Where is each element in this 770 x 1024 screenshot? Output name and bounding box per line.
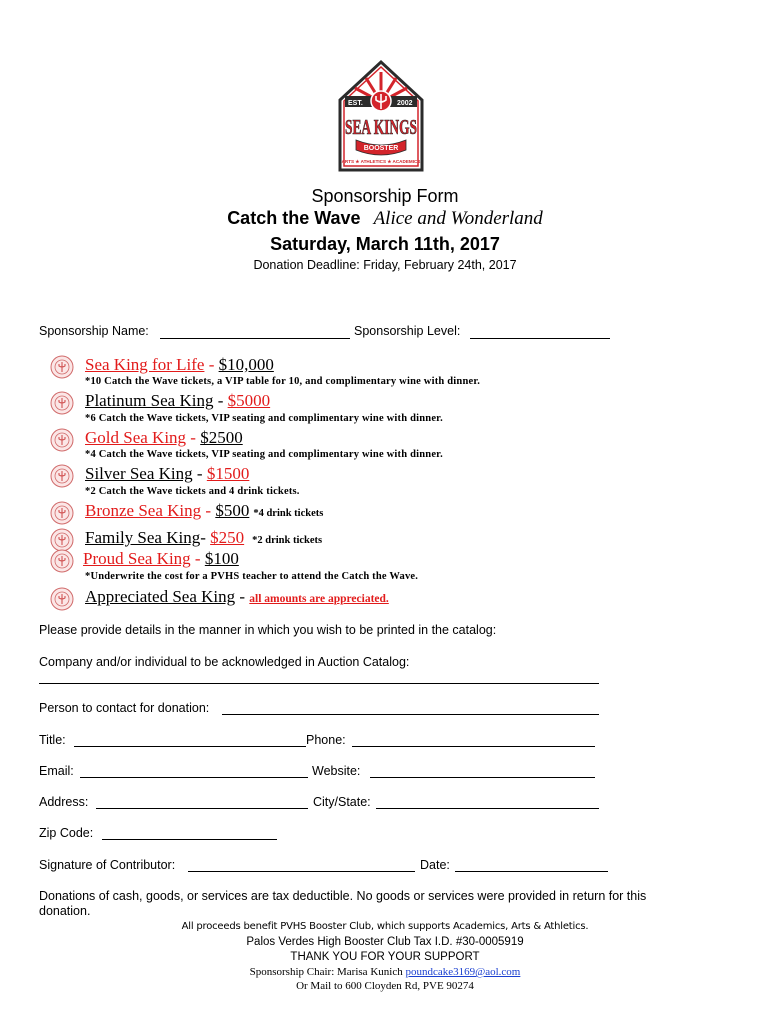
level-amount: $2500 bbox=[200, 428, 243, 447]
level-name: Silver Sea King bbox=[85, 464, 193, 483]
city-state-field[interactable] bbox=[376, 808, 599, 809]
level-name: Appreciated Sea King bbox=[85, 587, 236, 606]
catalog-intro: Please provide details in the manner in which you wish to be printed in the catalog: bbox=[39, 623, 497, 637]
level-note: *Underwrite the cost for a PVHS teacher to attend the Catch the Wave. bbox=[85, 571, 419, 582]
level-note: *2 drink tickets bbox=[252, 535, 323, 546]
address-field[interactable] bbox=[96, 808, 308, 809]
event-date: Saturday, March 11th, 2017 bbox=[270, 234, 500, 254]
website-field[interactable] bbox=[370, 777, 595, 778]
date-field[interactable] bbox=[455, 871, 608, 872]
logo-est-left: EST. bbox=[348, 100, 363, 107]
zip-field[interactable] bbox=[102, 839, 277, 840]
level-name: Platinum Sea King bbox=[85, 391, 214, 410]
contact-field[interactable] bbox=[222, 714, 599, 715]
level-sep: - bbox=[200, 528, 211, 547]
chair-email-link[interactable]: poundcake3169@aol.com bbox=[405, 966, 521, 978]
website-label: Website: bbox=[312, 764, 361, 778]
sponsorship-chair bbox=[0, 966, 770, 978]
seal-icon bbox=[50, 355, 74, 379]
level-sep: - bbox=[190, 549, 205, 568]
sponsorship-level-field[interactable] bbox=[470, 338, 610, 339]
level-note: *6 Catch the Wave tickets, VIP seating and complimentary wine with dinner. bbox=[85, 413, 443, 424]
level-name: Sea King for Life bbox=[85, 355, 205, 374]
city-state-label: City/State: bbox=[313, 795, 371, 809]
signature-field[interactable] bbox=[188, 871, 415, 872]
level-amount: $250 bbox=[210, 528, 245, 547]
level-sep: - bbox=[201, 501, 216, 520]
level-note: *10 Catch the Wave tickets, a VIP table for 10, and complimentary wine with dinner. bbox=[85, 376, 481, 387]
level-note: *2 Catch the Wave tickets and 4 drink tickets. bbox=[85, 486, 300, 497]
logo-tagline: ARTS ★ ATHLETICS ★ ACADEMICS bbox=[341, 159, 421, 164]
level-amount: $500 bbox=[215, 501, 250, 520]
tax-id: Palos Verdes High Booster Club Tax I.D. #30-0005919 bbox=[246, 936, 524, 948]
level-sep: - bbox=[235, 587, 250, 606]
chair-label: Sponsorship Chair: Marisa Kunich bbox=[249, 966, 403, 978]
level-sep: - bbox=[213, 391, 228, 410]
level-amount: $10,000 bbox=[218, 355, 274, 374]
date-label: Date: bbox=[420, 858, 450, 872]
level-sep: - bbox=[186, 428, 201, 447]
level-amount: $1500 bbox=[206, 464, 250, 483]
mail-address: Or Mail to 600 Cloyden Rd, PVE 90274 bbox=[296, 980, 474, 992]
proceeds-note: All proceeds benefit PVHS Booster Club, which supports Academics, Arts & Athletics. bbox=[181, 921, 589, 932]
title-label: Title: bbox=[39, 733, 66, 747]
email-field[interactable] bbox=[80, 777, 308, 778]
level-name: Bronze Sea King bbox=[85, 501, 202, 520]
level-note: *4 Catch the Wave tickets, VIP seating and complimentary wine with dinner. bbox=[85, 449, 443, 460]
phone-field[interactable] bbox=[352, 746, 595, 747]
event-name: Catch the Wave bbox=[227, 208, 361, 228]
level-note: *4 drink tickets bbox=[253, 508, 324, 519]
level-amount: $100 bbox=[204, 549, 239, 568]
level-name: Family Sea King bbox=[85, 528, 201, 547]
sponsorship-name-field[interactable] bbox=[160, 338, 350, 339]
level-sep: - bbox=[204, 355, 219, 374]
email-label: Email: bbox=[39, 764, 74, 778]
donation-deadline: Donation Deadline: Friday, February 24th, 2017 bbox=[253, 258, 517, 272]
level-name: Gold Sea King bbox=[85, 428, 187, 447]
seal-icon bbox=[50, 587, 74, 611]
seal-icon bbox=[50, 428, 74, 452]
event-line bbox=[0, 208, 770, 230]
form-title: Sponsorship Form bbox=[311, 186, 459, 206]
contact-label: Person to contact for donation: bbox=[39, 701, 210, 715]
seal-icon bbox=[50, 464, 74, 488]
level-name: Proud Sea King bbox=[83, 549, 191, 568]
signature-label: Signature of Contributor: bbox=[39, 858, 176, 872]
phone-label: Phone: bbox=[306, 733, 346, 747]
seal-icon bbox=[50, 391, 74, 415]
level-amount: $5000 bbox=[227, 391, 271, 410]
thank-you: THANK YOU FOR YOUR SUPPORT bbox=[290, 951, 480, 963]
logo-est-right: 2002 bbox=[397, 100, 413, 107]
tax-deductible-note: Donations of cash, goods, or services are tax deductible. No goods or services were provided in return for this donation. bbox=[39, 889, 647, 918]
logo-name: SEA KINGS bbox=[345, 115, 417, 139]
address-label: Address: bbox=[39, 795, 89, 809]
seal-icon bbox=[50, 549, 74, 573]
sea-kings-logo bbox=[336, 58, 426, 174]
event-theme: Alice and Wonderland bbox=[373, 208, 543, 229]
zip-label: Zip Code: bbox=[39, 826, 94, 840]
company-label: Company and/or individual to be acknowledged in Auction Catalog: bbox=[39, 655, 410, 669]
level-amount: all amounts are appreciated. bbox=[249, 593, 389, 605]
level-sep: - bbox=[192, 464, 207, 483]
title-field[interactable] bbox=[74, 746, 306, 747]
seal-icon bbox=[50, 501, 74, 525]
sponsorship-name-label: Sponsorship Name: bbox=[39, 324, 149, 338]
logo-booster: BOOSTER bbox=[363, 145, 399, 152]
sponsorship-level-label: Sponsorship Level: bbox=[354, 324, 461, 338]
company-field[interactable] bbox=[39, 683, 599, 684]
